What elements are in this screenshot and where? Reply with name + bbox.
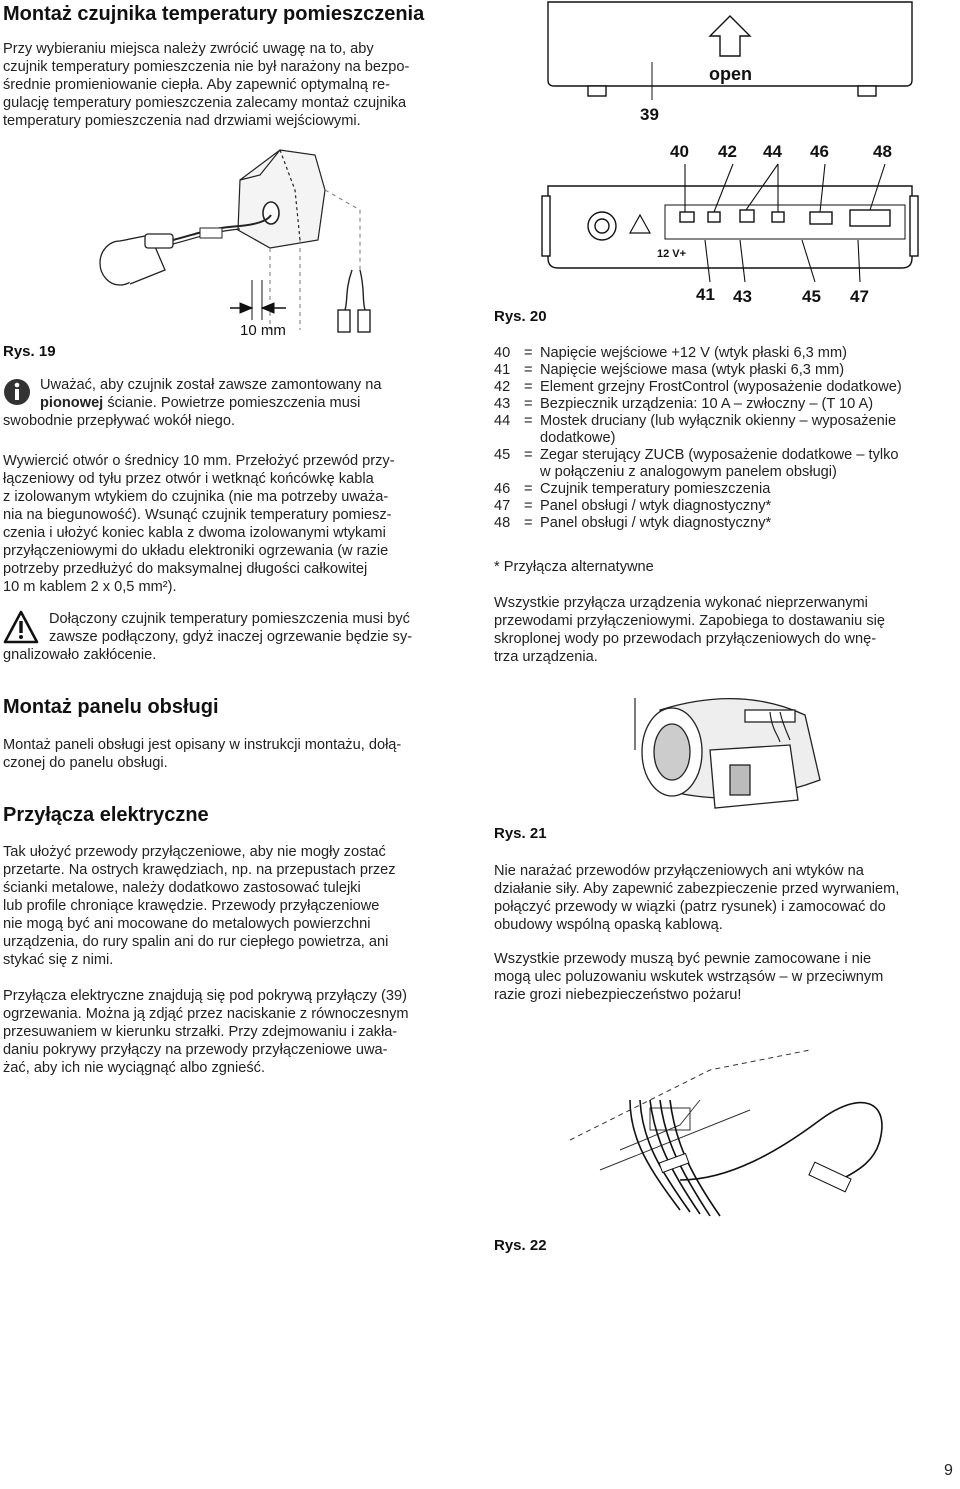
label-42: 42 <box>718 142 737 161</box>
info-line: swobodnie przepływać wokół niego. <box>3 413 236 429</box>
text-line: przyłączeniowymi do układu elektroniki ogrzewania (w razie <box>3 543 389 559</box>
warning-line: gnalizowało zakłócenie. <box>3 647 157 663</box>
text-line: obudowy wspólną opaską kablową. <box>494 917 723 933</box>
strain-paragraph <box>494 862 954 934</box>
label-46: 46 <box>810 142 829 161</box>
text-line: 10 m kablem 2 x 0,5 mm²). <box>3 579 177 595</box>
text-line: czonej do panelu obsługi. <box>3 755 168 771</box>
text-line: przewodami przyłączeniowymi. Zapobiega to dostawaniu się <box>494 613 885 629</box>
intro-paragraph <box>3 40 453 130</box>
text-line: trza urządzenia. <box>494 649 598 665</box>
legend-row: 43 = Bezpiecznik urządzenia: 10 A – zwłoczny – (T 10 A) <box>494 396 874 412</box>
text-line: połączyć przewody w wiązki (patrz rysunek) i zamocować do <box>494 899 886 915</box>
wiring-paragraph <box>494 594 954 666</box>
text-line: Przyłącza elektryczne znajdują się pod pokrywą przyłączy (39) <box>3 988 407 1004</box>
electronics-board <box>542 186 918 268</box>
legend-row: 42 = Element grzejny FrostControl (wyposażenie dodatkowe) <box>494 379 902 395</box>
legend-row: 48 = Panel obsługi / wtyk diagnostyczny* <box>494 515 772 531</box>
warning-line: zawsze podłączony, gdyż inaczej ogrzewanie będzie sy- <box>49 629 413 645</box>
text-line: łączeniowy od tyłu przez otwór i wetknąć końcówkę kabla <box>3 471 374 487</box>
warning-line: Dołączony czujnik temperatury pomieszczenia musi być <box>49 611 410 627</box>
legend-row: 45 = Zegar sterujący ZUCB (wyposażenie dodatkowe – tylko <box>494 447 899 463</box>
text-line: gulację temperatury pomieszczenia zalecamy montaż czujnika <box>3 95 407 111</box>
info-line: Uważać, aby czujnik został zawsze zamontowany na <box>40 377 382 393</box>
text-line: żać, aby ich nie wyciągnąć albo zgnieść. <box>3 1060 266 1076</box>
text-line: Wywiercić otwór o średnicy 10 mm. Przełożyć przewód przy- <box>3 453 395 469</box>
text-line: ścianki metalowe, należy dodatkowo zastosować tulejki <box>3 880 361 896</box>
legend-row: 47 = Panel obsługi / wtyk diagnostyczny* <box>494 498 772 514</box>
text-line: urządzenia, do rury spalin ani do rur ciepłego powietrza, ani <box>3 934 389 950</box>
connection-legend <box>494 345 954 532</box>
text-line: Wszystkie przewody muszą być pewnie zamocowane i nie <box>494 951 872 967</box>
wall-section <box>238 150 325 248</box>
info-line-rest: ścianie. Powietrze pomieszczenia musi <box>107 395 361 411</box>
section-heading-control-panel: Montaż panelu obsługi <box>3 696 219 718</box>
sensor-body <box>100 234 173 285</box>
label-40: 40 <box>670 142 689 161</box>
electrical-paragraph <box>3 843 463 969</box>
legend-row: 46 = Czujnik temperatury pomieszczenia <box>494 481 771 497</box>
section-heading-room-sensor: Montaż czujnika temperatury pomieszczenia <box>3 3 425 25</box>
text-line: czenia i ułożyć koniec kabla z dwoma izolowanymi wtykami <box>3 525 386 541</box>
electrical-paragraph-2 <box>3 987 463 1077</box>
text-line: nie mogą być ani mocowane do metalowych powierzchni <box>3 916 371 932</box>
legend-continuation: dodatkowe) <box>540 430 616 446</box>
text-line: działanie siły. Aby zapewnić zabezpieczenie przed wyrwaniem, <box>494 881 900 897</box>
legend-row: 40 = Napięcie wejściowe +12 V (wtyk płaski 6,3 mm) <box>494 345 847 361</box>
figure-20-caption: Rys. 20 <box>494 308 547 325</box>
panel-paragraph <box>3 736 463 772</box>
text-line: Tak ułożyć przewody przyłączeniowe, aby nie mogły zostać <box>3 844 386 860</box>
text-line: przetarte. Na ostrych krawędziach, np. na przepustach przez <box>3 862 396 878</box>
text-line: czujnik temperatury pomieszczenia nie był narażony na bezpo- <box>3 59 410 75</box>
label-45: 45 <box>802 287 821 306</box>
figure-20-connection-diagram <box>540 0 920 310</box>
drill-paragraph <box>3 452 458 596</box>
text-line: średnie promieniowanie ciepła. Aby zapewnić optymalną re- <box>3 77 390 93</box>
figure-21-caption: Rys. 21 <box>494 825 547 842</box>
figure-19-caption: Rys. 19 <box>3 343 56 360</box>
page-number: 9 <box>944 1462 953 1479</box>
text-line: potrzeby przedłużyć do maksymalnej długości całkowitej <box>3 561 368 577</box>
text-line: skroplonej wody po przewodach przyłączeniowych do wnę- <box>494 631 877 647</box>
text-line: Przy wybieraniu miejsca należy zwrócić uwagę na to, aby <box>3 41 374 57</box>
legend-continuation: w połączeniu z analogowym panelem obsługi) <box>540 464 837 480</box>
open-label: open <box>709 64 752 84</box>
label-44: 44 <box>763 142 782 161</box>
text-line: Montaż paneli obsługi jest opisany w instrukcji montażu, dołą- <box>3 737 402 753</box>
text-line: Nie narażać przewodów przyłączeniowych ani wtyków na <box>494 863 864 879</box>
text-line: przesuwaniem w kierunku strzałki. Przy zdejmowaniu i zakła- <box>3 1024 398 1040</box>
figure-19-sensor-illustration <box>90 130 470 360</box>
figure-21-heater-illustration <box>620 690 840 830</box>
info-icon <box>3 378 31 406</box>
fire-warning-paragraph <box>494 950 954 1004</box>
footnote: * Przyłącza alternatywne <box>494 559 654 575</box>
text-line: mogą ulec poluzowaniu wskutek wstrząsów – w przeciwnym <box>494 969 884 985</box>
text-line: ogrzewania. Można ją zdjąć przez naciskanie z równoczesnym <box>3 1006 409 1022</box>
warning-icon <box>3 610 39 644</box>
label-48: 48 <box>873 142 892 161</box>
warning-note <box>3 610 463 664</box>
dimension-marker <box>230 280 286 320</box>
label-39: 39 <box>640 105 659 124</box>
plug-wires <box>338 270 370 332</box>
label-43: 43 <box>733 287 752 306</box>
legend-row: 44 = Mostek druciany (lub wyłącznik okienny – wyposażenie <box>494 413 897 429</box>
figure-22-cable-bundle-illustration <box>560 1030 950 1220</box>
text-line: nia na biegunowość). Wsunąć czujnik temperatury pomiesz- <box>3 507 392 523</box>
dimension-label: 10 mm <box>240 322 286 339</box>
text-line: stykać się z nimi. <box>3 952 114 968</box>
figure-22-caption: Rys. 22 <box>494 1237 547 1254</box>
label-47: 47 <box>850 287 869 306</box>
info-emphasis: pionowej <box>40 395 104 411</box>
text-line: temperatury pomieszczenia nad drzwiami wejściowymi. <box>3 113 361 129</box>
label-41: 41 <box>696 285 715 304</box>
text-line: Wszystkie przyłącza urządzenia wykonać nieprzerwanymi <box>494 595 868 611</box>
text-line: daniu pokrywy przyłączy na przewody przyłączeniowe uwa- <box>3 1042 388 1058</box>
text-line: lub profile chroniące krawędzie. Przewody przyłączeniowe <box>3 898 380 914</box>
text-line: z izolowanym wtykiem do czujnika (nie ma potrzeby uważa- <box>3 489 389 505</box>
info-line <box>3 394 453 412</box>
text-line: razie grozi niebezpieczeństwo pożaru! <box>494 987 742 1003</box>
section-heading-electrical: Przyłącza elektryczne <box>3 804 209 826</box>
voltage-label: 12 V+ <box>657 248 687 260</box>
legend-row: 41 = Napięcie wejściowe masa (wtyk płaski 6,3 mm) <box>494 362 845 378</box>
info-note <box>3 376 453 430</box>
